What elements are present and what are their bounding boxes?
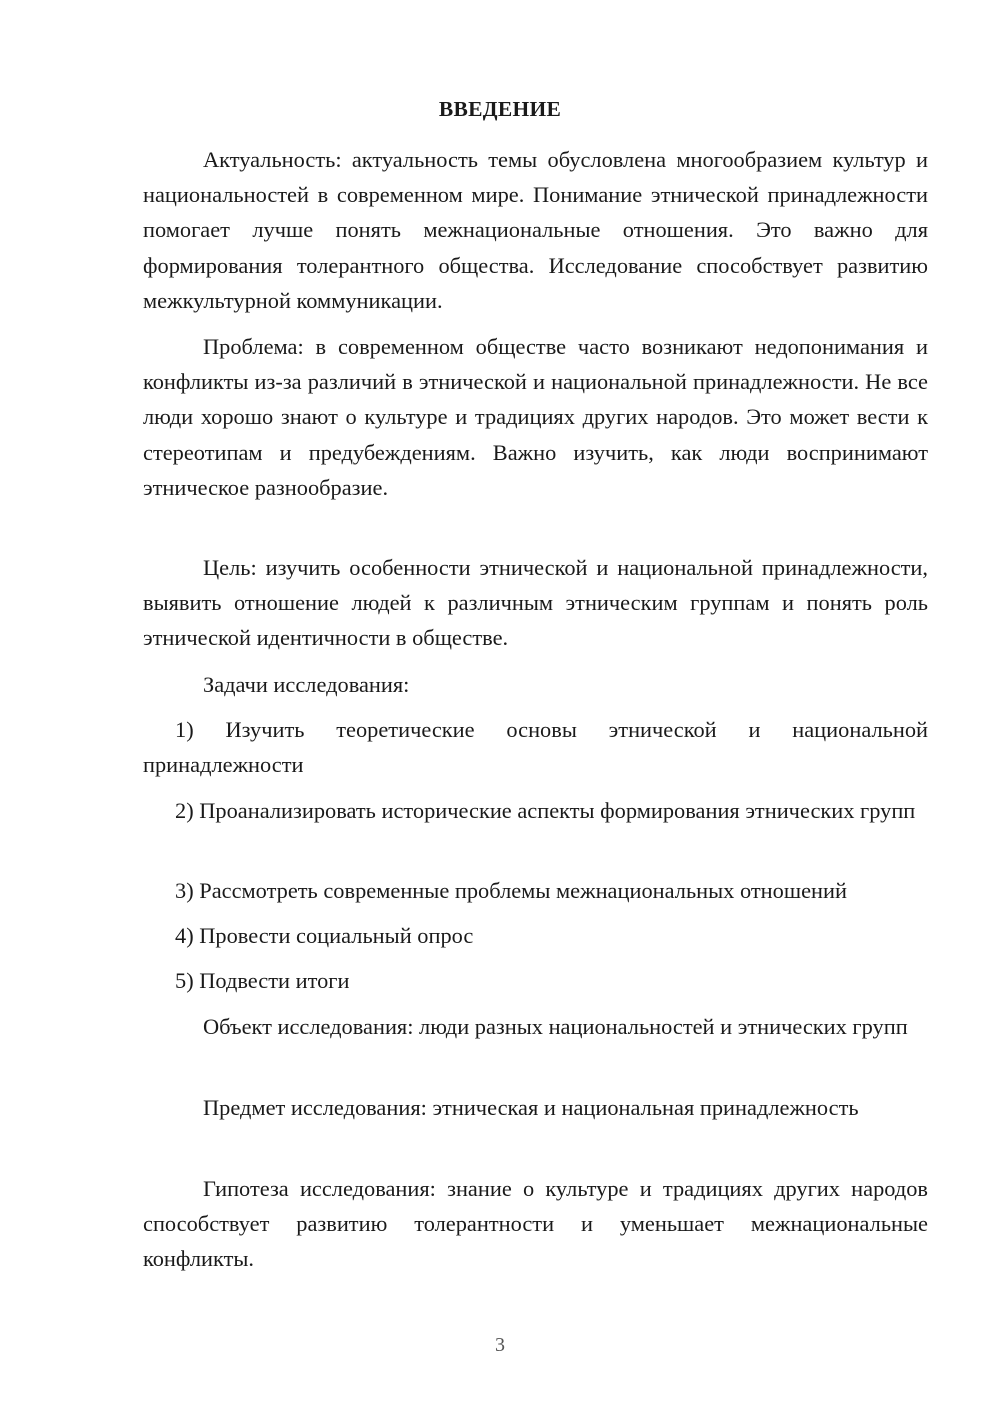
section-heading: ВВЕДЕНИЕ (438, 97, 562, 121)
tasks-title: Задачи исследования: (203, 672, 410, 697)
task-item-5: 5) Подвести итоги (175, 968, 350, 993)
relevance-paragraph: Актуальность: актуальность темы обусловлена многообразием культур и национальностей в современном мире. Понимание этнической принадлежности помогает лучше понять межнациональные отношения. Это важно для формирования толерантного общества. Исследование способствует развитию межкультурной коммуникации. (143, 147, 928, 313)
problem-paragraph: Проблема: в современном обществе часто возникают недопонимания и конфликты из-за различий в этнической и национальной принадлежности. Не все люди хорошо знают о культуре и традициях других народов. Это может вести к стереотипам и предубеждениям. Важно изучить, как люди воспринимают этническое разнообразие. (143, 334, 928, 500)
page-number: 3 (495, 1334, 505, 1356)
task-item-2: 2) Проанализировать исторические аспекты формирования этнических групп (175, 798, 916, 823)
task-item-1: 1) Изучить теоретические основы этнической и национальной принадлежности (143, 717, 928, 778)
hypothesis-paragraph: Гипотеза исследования: знание о культуре и традициях других народов способствует развитию толерантности и уменьшает межнациональные конфликты. (143, 1176, 928, 1272)
task-item-3: 3) Рассмотреть современные проблемы межнациональных отношений (175, 878, 847, 903)
goal-paragraph: Цель: изучить особенности этнической и национальной принадлежности, выявить отношение людей к различным этническим группам и понять роль этнической идентичности в обществе. (143, 555, 928, 651)
subject-paragraph: Предмет исследования: этническая и национальная принадлежность (203, 1095, 859, 1120)
task-item-4: 4) Провести социальный опрос (175, 923, 474, 948)
object-paragraph: Объект исследования: люди разных национальностей и этнических групп (203, 1014, 908, 1039)
